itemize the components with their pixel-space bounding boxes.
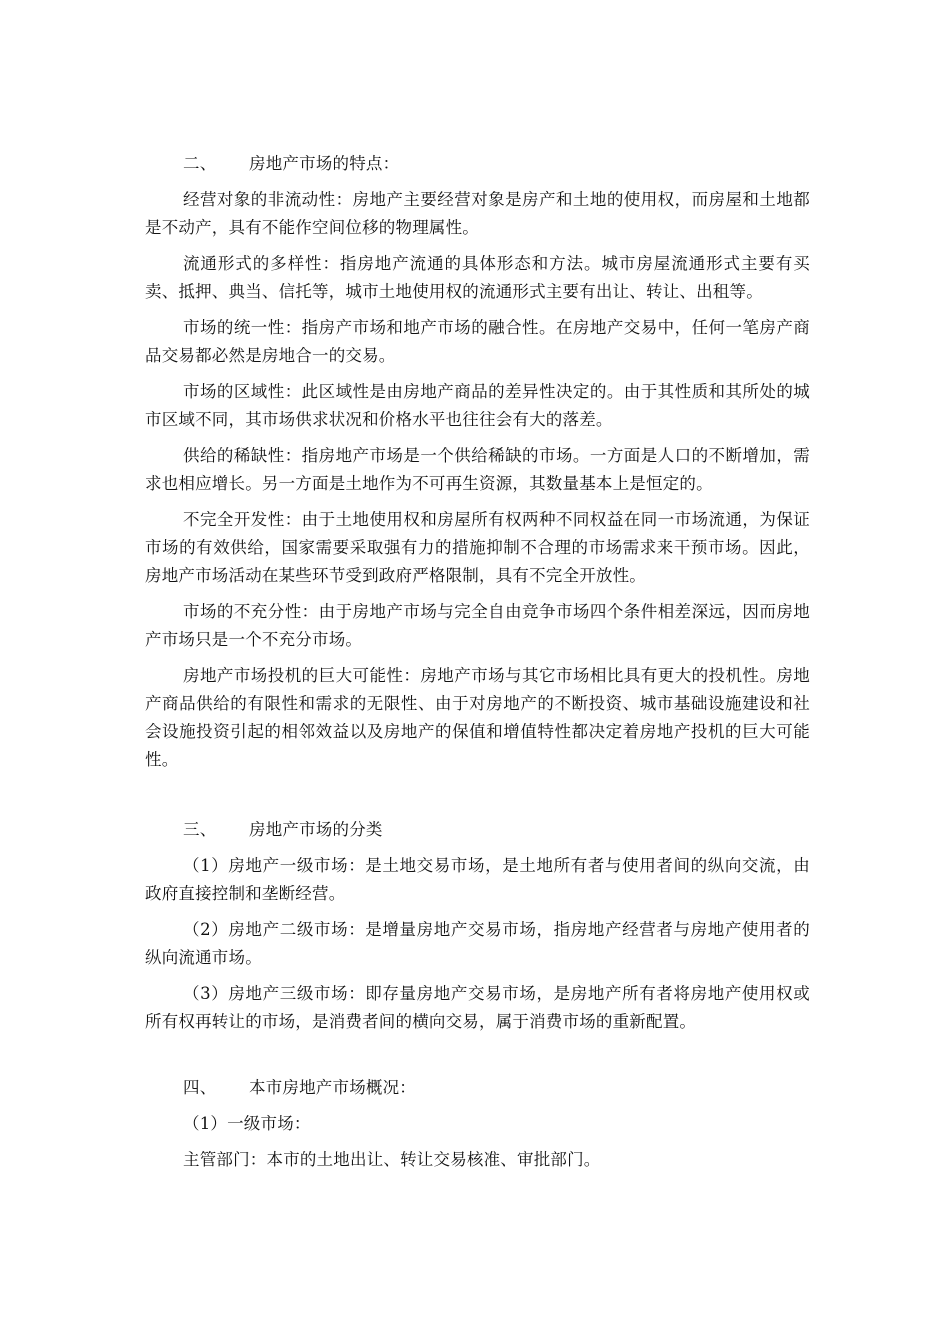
paragraph: 经营对象的非流动性：房地产主要经营对象是房产和土地的使用权，而房屋和土地都是不动产，具有不能作空间位移的物理属性。 (145, 190, 810, 237)
section-heading-2 (145, 150, 810, 178)
paragraph: 房地产市场投机的巨大可能性：房地产市场与其它市场相比具有更大的投机性。房地产商品供给的有限性和需求的无限性、由于对房地产的不断投资、城市基础设施建设和社会设施投资引起的相邻效益以及房地产的保值和增值特性都决定着房地产投机的巨大可能性。 (145, 666, 810, 769)
list-item: （1）房地产一级市场：是土地交易市场，是土地所有者与使用者间的纵向交流，由政府直接控制和垄断经营。 (145, 856, 810, 903)
paragraph: 不完全开发性：由于土地使用权和房屋所有权两种不同权益在同一市场流通，为保证市场的有效供给，国家需要采取强有力的措施抑制不合理的市场需求来干预市场。因此，房地产市场活动在某些环节受到政府严格限制，具有不完全开放性。 (145, 510, 810, 585)
section-heading-4 (145, 1074, 810, 1102)
section-number: 四、 (183, 1078, 217, 1097)
paragraph: 市场的统一性：指房产市场和地产市场的融合性。在房地产交易中，任何一笔房产商品交易都必然是房地合一的交易。 (145, 318, 810, 365)
section-heading-3 (145, 816, 810, 844)
section-spacer (145, 1044, 810, 1074)
document-body (145, 150, 810, 1182)
list-item: （3）房地产三级市场：即存量房地产交易市场，是房地产所有者将房地产使用权或所有权再转让的市场，是消费者间的横向交易，属于消费市场的重新配置。 (145, 984, 810, 1031)
paragraph: 市场的区域性：此区域性是由房地产商品的差异性决定的。由于其性质和其所处的城市区域不同，其市场供求状况和价格水平也往往会有大的落差。 (145, 382, 810, 429)
section-title: 房地产市场的分类 (249, 820, 383, 839)
section-number: 二、 (183, 154, 217, 173)
section-title: 房地产市场的特点： (249, 154, 400, 173)
paragraph: 主管部门：本市的土地出让、转让交易核准、审批部门。 (183, 1150, 601, 1169)
paragraph: 市场的不充分性：由于房地产市场与完全自由竞争市场四个条件相差深远，因而房地产市场只是一个不充分市场。 (145, 602, 810, 649)
section-number: 三、 (183, 820, 217, 839)
list-item: （1）一级市场： (183, 1114, 311, 1133)
paragraph: 供给的稀缺性：指房地产市场是一个供给稀缺的市场。一方面是人口的不断增加，需求也相应增长。另一方面是土地作为不可再生资源，其数量基本上是恒定的。 (145, 446, 810, 493)
section-title: 本市房地产市场概况： (249, 1078, 416, 1097)
section-spacer (145, 782, 810, 816)
paragraph: 流通形式的多样性：指房地产流通的具体形态和方法。城市房屋流通形式主要有买卖、抵押、典当、信托等，城市土地使用权的流通形式主要有出让、转让、出租等。 (145, 254, 810, 301)
list-item: （2）房地产二级市场：是增量房地产交易市场，指房地产经营者与房地产使用者的纵向流通市场。 (145, 920, 810, 967)
